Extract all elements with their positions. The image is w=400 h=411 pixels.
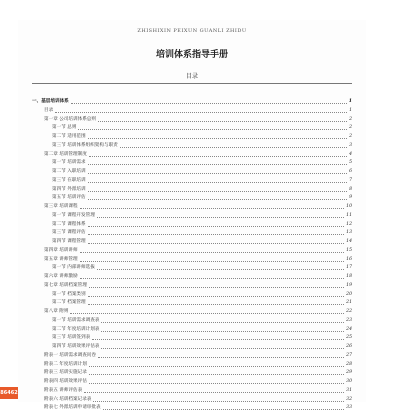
- toc-entry-page: 25: [346, 335, 352, 341]
- toc-leader-dots: [92, 339, 344, 340]
- toc-leader-dots: [80, 252, 345, 253]
- toc-entry-label: 附表三 培训实施记录: [44, 370, 87, 376]
- toc-entry-label: 附表七 外派培训申请审批表: [44, 405, 101, 411]
- toc-entry-label: 第三章 培训课程: [44, 204, 78, 209]
- toc-leader-dots: [55, 112, 347, 113]
- toc-entry-label: 第三节 课程评估: [52, 230, 86, 236]
- toc-entry-page: 33: [346, 405, 352, 411]
- toc-entry-label: 第二节 入职培训: [52, 169, 86, 174]
- toc-entry[interactable]: [44, 150, 352, 158]
- toc-leader-dots: [88, 164, 347, 165]
- toc-entry[interactable]: [32, 97, 352, 105]
- toc-entry-page: 19: [346, 282, 352, 288]
- toc-entry-label: 第三节 培训体系组织架构与职责: [52, 142, 118, 148]
- toc-entry[interactable]: [44, 351, 352, 359]
- toc-entry-page: 14: [346, 239, 352, 244]
- toc-entry-page: 2: [349, 116, 352, 122]
- toc-entry-page: 6: [349, 169, 352, 174]
- toc-entry-label: 第一节 档案类别: [52, 291, 86, 297]
- toc-leader-dots: [97, 217, 344, 218]
- toc-entry[interactable]: [44, 395, 352, 403]
- toc-leader-dots: [88, 234, 345, 235]
- toc-leader-dots: [89, 366, 344, 367]
- toc-entry-page: 7: [349, 177, 352, 183]
- toc-entry[interactable]: [44, 360, 352, 368]
- toc-entry[interactable]: [52, 123, 352, 131]
- toc-heading: 目录: [185, 73, 198, 80]
- toc-entry-page: 17: [346, 265, 352, 271]
- toc-entry-label: 第一节 课程开发管理: [52, 212, 95, 218]
- document-title: 培训体系指导手册: [155, 50, 228, 60]
- toc-entry-label: 第七章 培训档案管理: [44, 282, 87, 288]
- toc-leader-dots: [101, 348, 344, 349]
- page-badge: 86462: [0, 387, 18, 399]
- toc-entry-page: 1: [348, 99, 352, 104]
- toc-entry-label: 一、基层培训体系: [32, 99, 69, 104]
- toc-leader-dots: [80, 208, 345, 209]
- toc-entry-label: 附表二 年度培训计划: [44, 361, 87, 367]
- toc-entry[interactable]: [52, 290, 352, 298]
- toc-entry-label: 附表五 讲师评估表: [44, 387, 83, 393]
- toc-entry-label: 附表一 培训需求调查问卷: [44, 352, 96, 358]
- toc-entry-page: 18: [346, 274, 352, 279]
- toc-entry[interactable]: [44, 307, 352, 315]
- toc-entry-label: 第一节 培训需求: [52, 160, 86, 166]
- toc-entry-label: 第三节 培训签到表: [52, 335, 91, 341]
- toc-entry-page: 3: [349, 142, 352, 148]
- toc-entry-label: 第二章 培训管理制度: [44, 151, 87, 157]
- toc-entry-page: 26: [346, 344, 352, 349]
- toc-leader-dots: [88, 199, 347, 200]
- toc-leader-dots: [88, 304, 345, 305]
- toc-entry-page: 10: [346, 204, 352, 209]
- toc-entry[interactable]: [44, 386, 352, 394]
- toc-entry-label: 附表四 培训效果评估: [44, 379, 87, 384]
- toc-entry-page: 1: [349, 107, 352, 113]
- toc-entry[interactable]: [52, 298, 352, 306]
- toc-leader-dots: [88, 226, 345, 227]
- toc-entry-page: 13: [346, 230, 352, 236]
- toc-entry[interactable]: [52, 193, 352, 201]
- toc-leader-dots: [88, 243, 345, 244]
- toc-entry-page: 9: [349, 195, 352, 201]
- toc-entry[interactable]: [52, 132, 352, 140]
- toc-leader-dots: [120, 147, 347, 148]
- toc-leader-dots: [89, 287, 344, 288]
- toc-entry-page: 15: [346, 247, 352, 253]
- toc-entry[interactable]: [52, 333, 352, 341]
- toc-leader-dots: [98, 357, 344, 358]
- toc-entry-page: 29: [346, 370, 352, 376]
- toc-entry-label: 第四章 培训讲师: [44, 247, 78, 253]
- toc-leader-dots: [89, 374, 344, 375]
- toc-leader-dots: [88, 138, 347, 139]
- toc-entry[interactable]: [52, 185, 352, 193]
- toc-entry-page: 21: [346, 300, 352, 306]
- toc-entry[interactable]: [44, 202, 352, 210]
- toc-entry-page: 8: [349, 186, 352, 192]
- toc-entry-page: 11: [346, 212, 352, 218]
- toc-leader-dots: [89, 156, 347, 157]
- toc-entry-page: 24: [346, 326, 352, 332]
- toc-entry[interactable]: [52, 237, 352, 245]
- toc-leader-dots: [78, 129, 347, 130]
- toc-entry[interactable]: [52, 325, 352, 333]
- toc-entry[interactable]: [52, 211, 352, 219]
- toc-entry[interactable]: [44, 246, 352, 254]
- toc-entry[interactable]: [52, 167, 352, 175]
- toc-entry[interactable]: [52, 263, 352, 271]
- toc-leader-dots: [80, 278, 345, 279]
- toc-leader-dots: [84, 392, 344, 393]
- toc-entry-page: 12: [346, 221, 352, 227]
- toc-entry[interactable]: [52, 342, 352, 350]
- toc-leader-dots: [88, 182, 347, 183]
- toc-entry-page: 16: [346, 256, 352, 262]
- toc-entry-page: 30: [346, 379, 352, 384]
- toc-entry-page: 2: [349, 125, 352, 131]
- toc-leader-dots: [101, 331, 344, 332]
- toc-entry-label: 附表六 培训档案记录表: [44, 396, 92, 402]
- toc-entry-label: 第一章 公司培训体系总则: [44, 116, 96, 122]
- toc-leader-dots: [98, 121, 347, 122]
- toc-entry-label: 第二节 档案管理: [52, 300, 86, 306]
- toc-leader-dots: [101, 322, 344, 323]
- toc-leader-dots: [88, 296, 345, 297]
- toc-entry-label: 第一节 总则: [52, 125, 77, 131]
- toc-entry[interactable]: [44, 377, 352, 385]
- toc-entry-page: 4: [349, 151, 352, 157]
- toc-leader-dots: [88, 173, 347, 174]
- toc-entry-label: 第三节 在职培训: [52, 177, 86, 183]
- toc-leader-dots: [97, 269, 344, 270]
- toc-leader-dots: [89, 383, 344, 384]
- toc-entry-label: 第二节 课程体系: [52, 221, 86, 227]
- toc-entry-label: 第四节 课程管理: [52, 239, 86, 244]
- toc-entry[interactable]: [44, 255, 352, 263]
- toc-entry-page: 28: [346, 361, 352, 367]
- toc-entry[interactable]: [44, 281, 352, 289]
- toc-entry-label: 第四节 外派培训: [52, 186, 86, 192]
- toc-entry-label: 第一节 内部讲师选拔: [52, 265, 95, 271]
- toc-entry-page: 27: [346, 352, 352, 358]
- toc-entry[interactable]: [52, 158, 352, 166]
- toc-entry-label: 第八章 附则: [44, 309, 69, 314]
- toc-leader-dots: [93, 401, 344, 402]
- toc-entry-label: 第六章 讲师激励: [44, 274, 78, 279]
- toc-entry[interactable]: [44, 106, 352, 114]
- toc-entry-label: 第五章 讲师管理: [44, 256, 78, 262]
- toc-entry[interactable]: [44, 115, 352, 123]
- toc-entry[interactable]: [52, 316, 352, 324]
- toc-entry-label: 第一节 培训需求调查表: [52, 317, 100, 323]
- toc-leader-dots: [70, 313, 344, 314]
- toc-entry[interactable]: [52, 228, 352, 236]
- toc-entry[interactable]: [52, 176, 352, 184]
- document-page: [18, 20, 366, 411]
- toc-entry-label: 目录: [44, 107, 54, 113]
- toc-entry[interactable]: [44, 368, 352, 376]
- toc-entry-label: 第二节 年度培训计划表: [52, 326, 100, 332]
- toc-divider: [32, 83, 352, 84]
- toc-entry-page: 2: [349, 134, 352, 139]
- toc-leader-dots: [71, 103, 347, 104]
- toc-entry-page: 23: [346, 317, 352, 323]
- toc-entry-label: 第四节 培训效果评估表: [52, 344, 100, 349]
- toc-entry[interactable]: [52, 220, 352, 228]
- running-header: ZHISHIXIN PEIXUN GUANLI ZHIDU: [137, 28, 247, 34]
- toc-entry-page: 31: [346, 387, 352, 393]
- toc-entry-page: 5: [349, 160, 352, 166]
- toc-leader-dots: [80, 261, 345, 262]
- toc-entry[interactable]: [44, 272, 352, 280]
- toc-leader-dots: [88, 191, 347, 192]
- toc-entry-page: 32: [346, 396, 352, 402]
- toc-entry-page: 20: [346, 291, 352, 297]
- toc-entry-label: 第五节 培训评估: [52, 195, 86, 201]
- toc-entry-page: 22: [346, 309, 352, 314]
- toc-entry-label: 第二节 适用范围: [52, 134, 86, 139]
- toc-entry[interactable]: [52, 141, 352, 149]
